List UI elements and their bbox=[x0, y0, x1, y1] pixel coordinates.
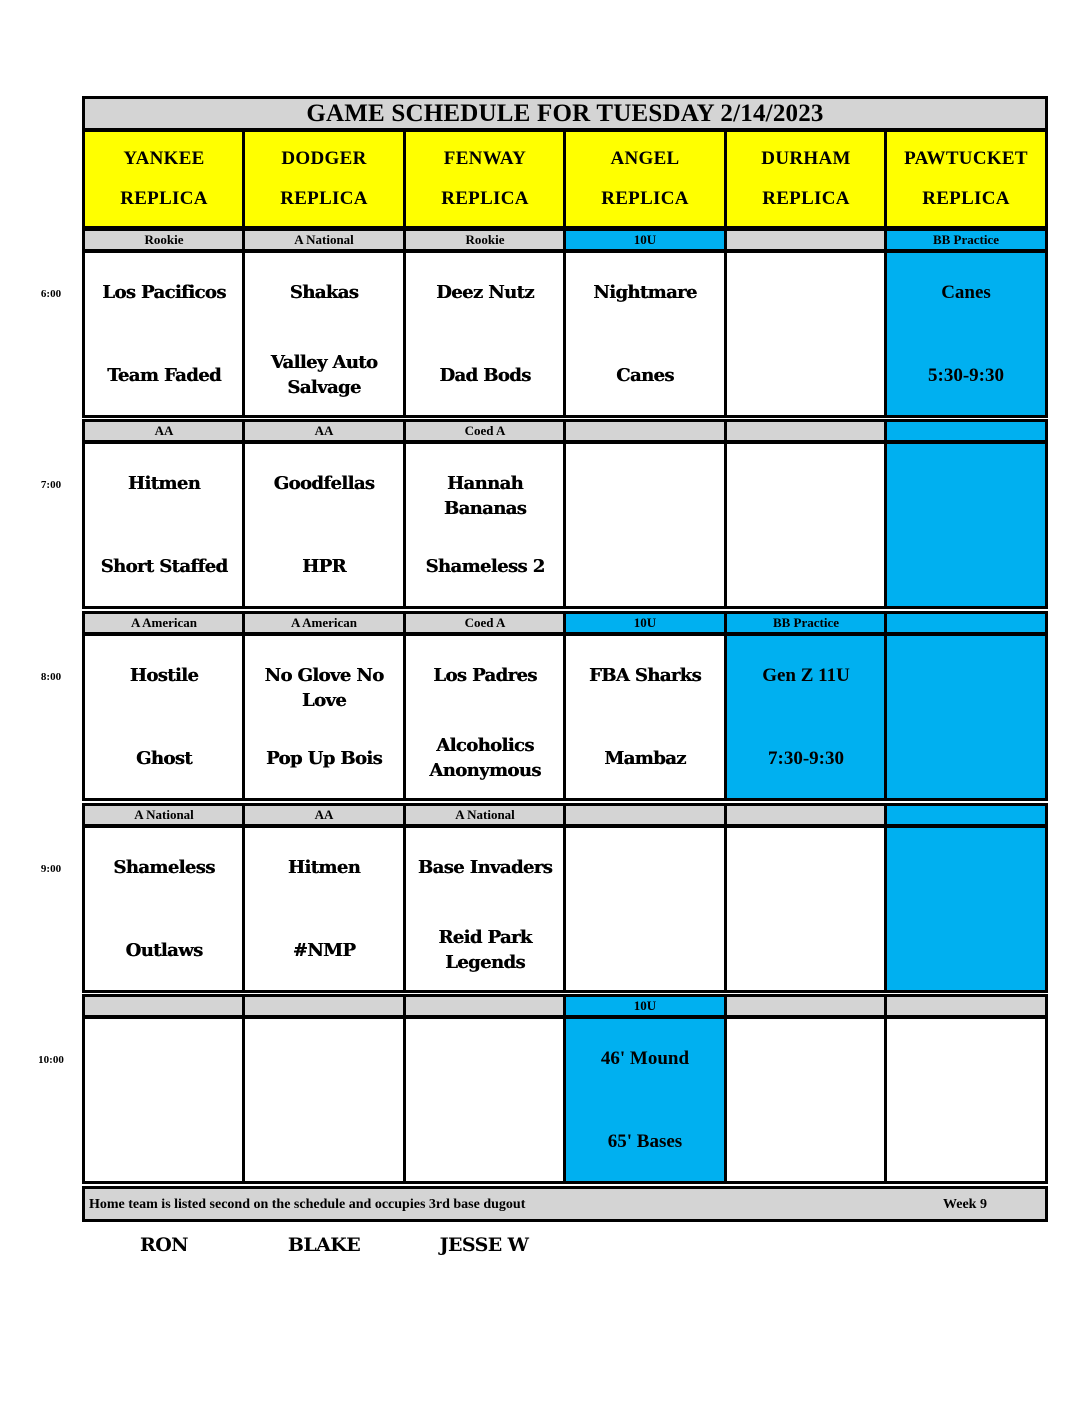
game-cell bbox=[242, 633, 406, 801]
time-label: 7:00 bbox=[40, 479, 62, 491]
team-visitor: FBA Sharks bbox=[588, 665, 702, 686]
team-home: Reid Park Legends bbox=[438, 927, 532, 973]
team-home: Outlaws bbox=[125, 940, 203, 961]
staff-name: BLAKE bbox=[287, 1234, 361, 1256]
division-label: BB Practice bbox=[724, 611, 888, 635]
game-cell bbox=[242, 441, 406, 609]
field-header bbox=[403, 129, 567, 229]
game-cell bbox=[563, 250, 727, 418]
game-cell bbox=[82, 1016, 246, 1184]
game-cell bbox=[82, 825, 246, 993]
time-label: 10:00 bbox=[38, 1054, 64, 1066]
field-header bbox=[724, 129, 888, 229]
team-home: Mambaz bbox=[604, 748, 686, 769]
field-suffix: REPLICA bbox=[601, 188, 689, 209]
team-visitor: Shameless bbox=[113, 857, 215, 878]
game-cell bbox=[242, 825, 406, 993]
field-header bbox=[884, 129, 1048, 229]
division-label: Rookie bbox=[82, 228, 246, 252]
team-visitor: Hostile bbox=[129, 665, 199, 686]
game-cell bbox=[563, 1016, 727, 1184]
field-name: FENWAY bbox=[443, 148, 527, 169]
division-label: 10U bbox=[563, 611, 727, 635]
game-cell bbox=[82, 441, 246, 609]
game-cell bbox=[884, 633, 1048, 801]
division-label: Coed A bbox=[403, 611, 567, 635]
game-cell bbox=[242, 250, 406, 418]
division-label: 10U bbox=[563, 994, 727, 1018]
game-cell bbox=[563, 825, 727, 993]
team-visitor: Goodfellas bbox=[273, 473, 375, 494]
team-home: Pop Up Bois bbox=[265, 748, 383, 769]
game-cell bbox=[884, 825, 1048, 993]
division-label bbox=[724, 994, 888, 1018]
game-cell bbox=[563, 633, 727, 801]
team-visitor: Los Pacificos bbox=[102, 282, 226, 303]
field-suffix: REPLICA bbox=[762, 188, 850, 209]
team-home: Team Faded bbox=[107, 365, 221, 386]
game-cell bbox=[884, 441, 1048, 609]
field-header bbox=[82, 129, 246, 229]
division-label: A National bbox=[242, 228, 406, 252]
team-home: 7:30-9:30 bbox=[768, 748, 844, 769]
game-cell bbox=[724, 250, 888, 418]
team-home: Short Staffed bbox=[100, 556, 228, 577]
field-suffix: REPLICA bbox=[441, 188, 529, 209]
team-home: Dad Bods bbox=[439, 365, 531, 386]
team-home: 65' Bases bbox=[607, 1131, 683, 1152]
game-cell bbox=[724, 825, 888, 993]
team-home: Alcoholics Anonymous bbox=[429, 735, 541, 781]
team-home: Canes bbox=[616, 365, 674, 386]
game-cell bbox=[724, 441, 888, 609]
field-name: DURHAM bbox=[761, 148, 851, 169]
division-label: A National bbox=[82, 803, 246, 827]
field-header bbox=[563, 129, 727, 229]
team-home: Shameless 2 bbox=[425, 556, 545, 577]
time-label: 8:00 bbox=[40, 671, 62, 683]
game-cell bbox=[724, 1016, 888, 1184]
division-label: A National bbox=[403, 803, 567, 827]
team-home: HPR bbox=[302, 556, 346, 577]
game-cell bbox=[403, 825, 567, 993]
team-visitor: No Glove No Love bbox=[264, 665, 384, 711]
field-suffix: REPLICA bbox=[280, 188, 368, 209]
division-label bbox=[724, 419, 888, 443]
division-label bbox=[403, 994, 567, 1018]
game-cell bbox=[242, 1016, 406, 1184]
division-label bbox=[884, 611, 1048, 635]
staff-name: JESSE W bbox=[439, 1234, 529, 1256]
time-label: 9:00 bbox=[40, 863, 62, 875]
game-cell bbox=[403, 441, 567, 609]
team-visitor: 46' Mound bbox=[600, 1048, 690, 1069]
division-label: AA bbox=[242, 803, 406, 827]
division-label: AA bbox=[242, 419, 406, 443]
game-cell bbox=[884, 250, 1048, 418]
team-visitor: Canes bbox=[941, 282, 991, 303]
field-name: ANGEL bbox=[610, 148, 680, 169]
field-suffix: REPLICA bbox=[922, 188, 1010, 209]
time-label: 6:00 bbox=[40, 288, 62, 300]
division-label: A American bbox=[82, 611, 246, 635]
division-label: A American bbox=[242, 611, 406, 635]
division-label bbox=[563, 419, 727, 443]
field-name: YANKEE bbox=[123, 148, 205, 169]
division-label bbox=[563, 803, 727, 827]
division-label: Coed A bbox=[403, 419, 567, 443]
game-cell bbox=[724, 633, 888, 801]
team-visitor: Gen Z 11U bbox=[762, 665, 850, 686]
team-visitor: Deez Nutz bbox=[436, 282, 534, 303]
staff-name: RON bbox=[140, 1234, 188, 1256]
team-visitor: Hitmen bbox=[287, 857, 361, 878]
team-visitor: Shakas bbox=[289, 282, 359, 303]
division-label: BB Practice bbox=[884, 228, 1048, 252]
team-home: #NMP bbox=[292, 940, 356, 961]
team-visitor: Base Invaders bbox=[417, 857, 553, 878]
week-label: Week 9 bbox=[943, 1197, 987, 1212]
division-label: 10U bbox=[563, 228, 727, 252]
team-visitor: Hannah Bananas bbox=[443, 473, 527, 519]
team-home: Ghost bbox=[136, 748, 192, 769]
footer-note: Home team is listed second on the schedule and occupies 3rd base dugout bbox=[89, 1197, 526, 1212]
team-visitor: Los Padres bbox=[433, 665, 537, 686]
field-header bbox=[242, 129, 406, 229]
division-label bbox=[724, 228, 888, 252]
division-label bbox=[242, 994, 406, 1018]
division-label bbox=[82, 994, 246, 1018]
field-suffix: REPLICA bbox=[120, 188, 208, 209]
team-visitor: Hitmen bbox=[127, 473, 201, 494]
field-name: DODGER bbox=[281, 148, 367, 169]
game-cell bbox=[403, 1016, 567, 1184]
division-label: AA bbox=[82, 419, 246, 443]
footer-row bbox=[82, 1186, 1048, 1222]
division-label bbox=[884, 803, 1048, 827]
game-cell bbox=[403, 250, 567, 418]
team-home: Valley Auto Salvage bbox=[270, 352, 378, 398]
field-name: PAWTUCKET bbox=[904, 148, 1028, 169]
division-label bbox=[724, 803, 888, 827]
division-label: Rookie bbox=[403, 228, 567, 252]
game-cell bbox=[884, 1016, 1048, 1184]
team-visitor: Nightmare bbox=[593, 282, 697, 303]
game-cell bbox=[403, 633, 567, 801]
game-cell bbox=[82, 250, 246, 418]
game-cell bbox=[563, 441, 727, 609]
division-label bbox=[884, 419, 1048, 443]
team-home: 5:30-9:30 bbox=[928, 365, 1004, 386]
schedule-title: GAME SCHEDULE FOR TUESDAY 2/14/2023 bbox=[82, 96, 1048, 131]
division-label bbox=[884, 994, 1048, 1018]
game-cell bbox=[82, 633, 246, 801]
